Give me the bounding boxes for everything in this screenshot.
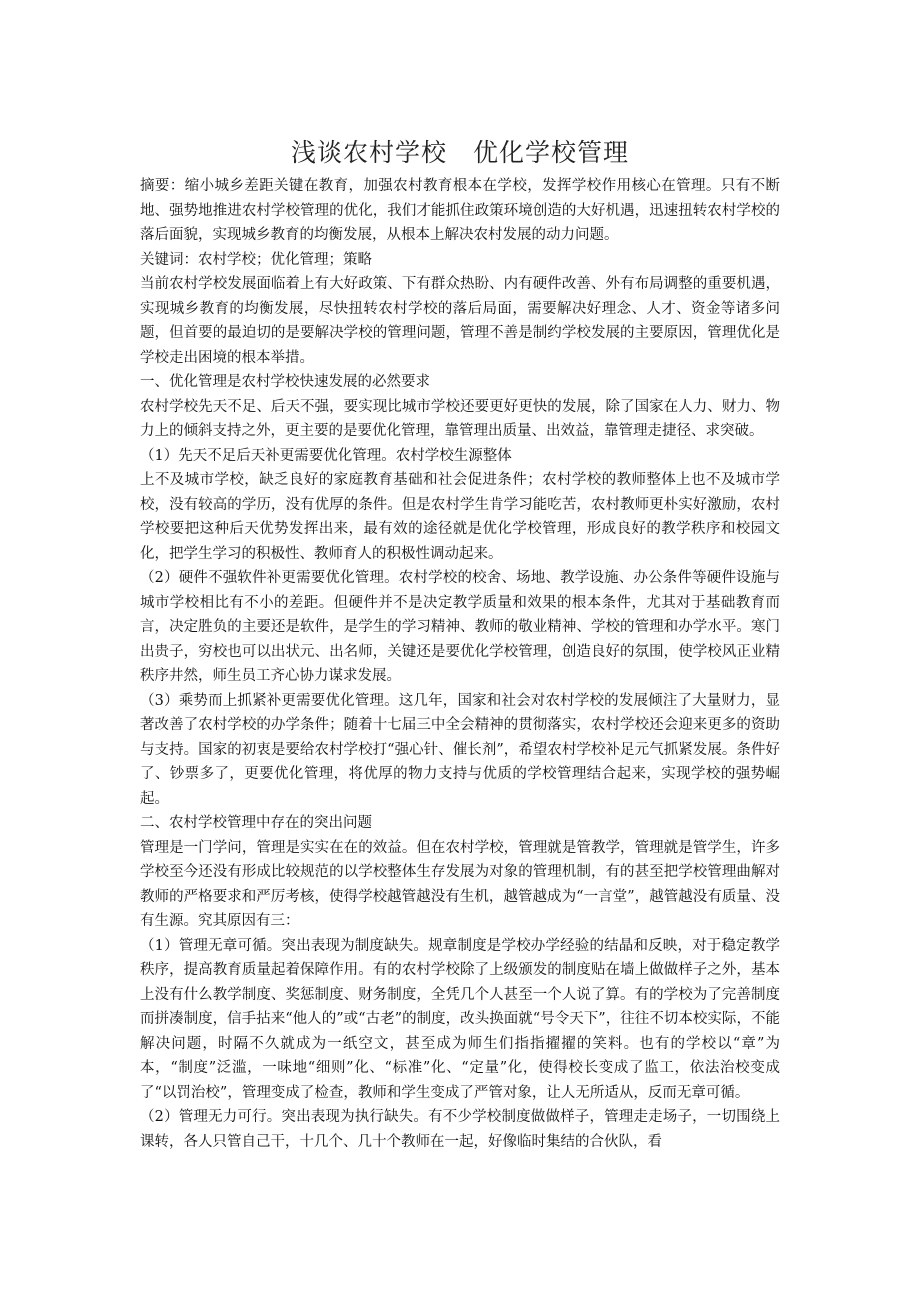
section-heading-2: 二、农村学校管理中存在的突出问题 <box>140 815 372 831</box>
body-paragraph: 管理是一门学问，管理是实实在在的效益。但在农村学校，管理就是管教学，管理就是管学生，许多学校至今还没有形成比较规范的以学校整体生存发展为对象的管理机制，有的甚至把学校管理曲解对教师的严格要求和严厉考核，使得学校越管越没有生机，越管越成为“一言堂”，越管越没有质量、没有生源。究其原因有三： <box>140 839 780 929</box>
body-paragraph: （1）管理无章可循。突出表现为制度缺失。规章制度是学校办学经验的结晶和反映，对于稳定教学秩序，提高教育质量起着保障作用。有的农村学校除了上级颁发的制度贴在墙上做做样子之外，基本上没有什么教学制度、奖惩制度、财务制度，全凭几个人甚至一个人说了算。有的学校为了完善制度而拼凑制度，信手拈来“他人的”或“古老”的制度，改头换面就“号令天下”，往往不切本校实际，不能解决问题，时隔不久就成为一纸空文，甚至成为师生们指指擢擢的笑料。也有的学校以“章”为本，“制度”泛滥，一味地“细则”化、“标准”化、“定量”化，使得校长变成了监工，依法治校变成了“以罚治校”，管理变成了检查，教师和学生变成了严管对象，让人无所适从，反而无章可循。 <box>140 937 780 1101</box>
subsection-heading: （1）先天不足后天补更需要优化管理。农村学校生源整体 <box>140 447 512 464</box>
document-title: 浅谈农村学校 优化学校管理 <box>290 138 629 167</box>
body-paragraph: 上不及城市学校，缺乏良好的家庭教育基础和社会促进条件；农村学校的教师整体上也不及城市学校，没有较高的学历，没有优厚的条件。但是农村学生肯学习能吃苦，农村教师更朴实好激励，农村学校要把这种后天优势发挥出来，最有效的途径就是优化学校管理，形成良好的教学秩序和校园文化，把学生学习的积极性、教师育人的积极性调动起来。 <box>140 472 780 562</box>
body-paragraph: （3）乘势而上抓紧补更需要优化管理。这几年，国家和社会对农村学校的发展倾注了大量财力，显著改善了农村学校的办学条件；随着十七届三中全会精神的贯彻落实，农村学校还会迎来更多的资助与支持。国家的初衷是要给农村学校打“强心针、催长剂”，希望农村学校补足元气抓紧发展。条件好了、钞票多了，更要优化管理，将优厚的物力支持与优质的学校管理结合起来，实现学校的强势崛起。 <box>140 692 780 807</box>
document-body <box>140 174 780 1154</box>
body-paragraph: （2）管理无力可行。突出表现为执行缺失。有不少学校制度做做样子，管理走走场子，一切围绕上课转，各人只管自己干，十几个、几十个教师在一起，好像临时集结的合伙队，看 <box>140 1109 780 1150</box>
document-page <box>140 132 780 1154</box>
intro-paragraph: 当前农村学校发展面临着上有大好政策、下有群众热盼、内有硬件改善、外有布局调整的重要机遇，实现城乡教育的均衡发展，尽快扭转农村学校的落后局面，需要解决好理念、人才、资金等诸多问题，但首要的最迫切的是要解决学校的管理问题，管理不善是制约学校发展的主要原因，管理优化是学校走出困境的根本举措。 <box>140 276 780 366</box>
section-heading-1: 一、优化管理是农村学校快速发展的必然要求 <box>140 374 430 390</box>
body-paragraph: （2）硬件不强软件补更需要优化管理。农村学校的校舍、场地、教学设施、办公条件等硬件设施与城市学校相比有不小的差距。但硬件并不是决定教学质量和效果的根本条件，尤其对于基础教育而言，决定胜负的主要还是软件，是学生的学习精神、教师的敬业精神、学校的管理和办学水平。寒门出贵子，穷校也可以出状元、出名师，关键还是要优化学校管理，创造良好的氛围，使学校风正业精秩序井然，师生员工齐心协力谋求发展。 <box>140 570 780 684</box>
body-paragraph: 农村学校先天不足、后天不强，要实现比城市学校还要更好更快的发展，除了国家在人力、财力、物力上的倾斜支持之外，更主要的是要优化管理，靠管理出质量、出效益，靠管理走捷径、求突破。 <box>140 398 780 439</box>
keywords-line: 关键词：农村学校；优化管理；策略 <box>140 251 372 268</box>
abstract-paragraph: 摘要：缩小城乡差距关键在教育，加强农村教育根本在学校，发挥学校作用核心在管理。只有不断地、强势地推进农村学校管理的优化，我们才能抓住政策环境创造的大好机遇，迅速扭转农村学校的落后面貌，实现城乡教育的均衡发展，从根本上解决农村发展的动力问题。 <box>140 178 780 243</box>
